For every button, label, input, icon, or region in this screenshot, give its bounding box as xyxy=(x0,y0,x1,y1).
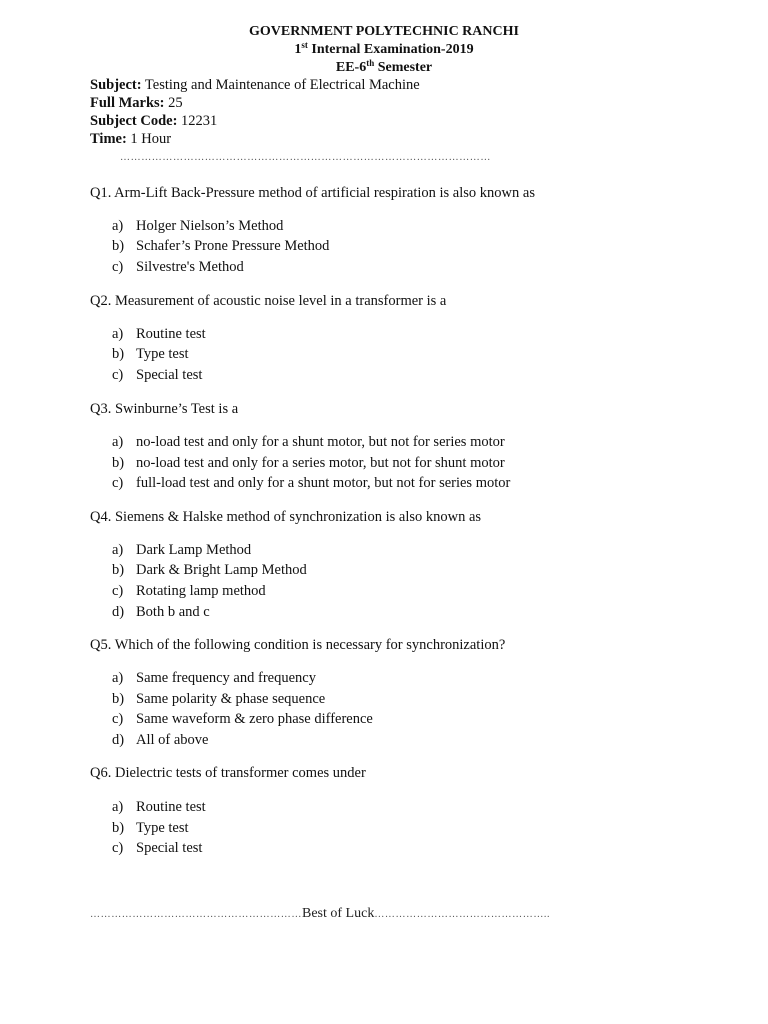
option-letter: a) xyxy=(112,542,124,558)
option-letter: b) xyxy=(112,820,125,836)
option-letter: c) xyxy=(112,583,124,599)
exam-title xyxy=(0,42,768,58)
option xyxy=(112,434,505,451)
option-letter: c) xyxy=(112,259,124,275)
time-label: Time: xyxy=(90,131,127,147)
subject-value: Testing and Maintenance of Electrical Machine xyxy=(141,77,420,93)
option-letter: b) xyxy=(112,238,125,254)
subject-line xyxy=(90,77,420,94)
option xyxy=(112,455,505,472)
option-text: Rotating lamp method xyxy=(136,583,266,599)
option xyxy=(112,840,202,857)
code-line xyxy=(90,113,217,130)
option xyxy=(112,367,202,384)
exam-ordinal-suffix: st xyxy=(301,40,308,50)
option xyxy=(112,346,189,363)
option-text: Type test xyxy=(136,820,189,836)
option-text: Dark & Bright Lamp Method xyxy=(136,562,307,578)
option-text: Both b and c xyxy=(136,604,210,620)
marks-value: 25 xyxy=(164,95,183,111)
footer-right-dots: ………………………………………….. xyxy=(374,909,551,920)
option-letter: d) xyxy=(112,604,125,620)
semester-title xyxy=(0,60,768,76)
institute-title xyxy=(0,24,768,40)
option-text: Routine test xyxy=(136,799,206,815)
option xyxy=(112,562,307,579)
option xyxy=(112,542,251,559)
question-6: Q6. Dielectric tests of transformer comes under xyxy=(90,765,366,781)
time-line xyxy=(90,131,171,148)
institute-name: GOVERNMENT POLYTECHNIC RANCHI xyxy=(249,24,519,39)
option-letter: b) xyxy=(112,455,125,471)
option-letter: a) xyxy=(112,434,124,450)
option-letter: b) xyxy=(112,562,125,578)
option xyxy=(112,475,510,492)
code-label: Subject Code: xyxy=(90,113,178,129)
option xyxy=(112,732,208,749)
question-2: Q2. Measurement of acoustic noise level in a transformer is a xyxy=(90,293,447,309)
option-text: Holger Nielson’s Method xyxy=(136,218,284,234)
option-text: Schafer’s Prone Pressure Method xyxy=(136,238,330,254)
option-letter: c) xyxy=(112,711,124,727)
option-letter: d) xyxy=(112,732,125,748)
exam-ordinal: 1 xyxy=(294,42,302,57)
option xyxy=(112,259,244,276)
footer-left-dots: …………………………………………………… xyxy=(90,909,302,920)
time-value: 1 Hour xyxy=(126,131,172,147)
code-value: 12231 xyxy=(177,113,218,129)
option xyxy=(112,670,316,687)
option xyxy=(112,711,373,728)
option-text: All of above xyxy=(136,732,209,748)
option-text: Dark Lamp Method xyxy=(136,542,252,558)
option-letter: a) xyxy=(112,218,124,234)
option xyxy=(112,799,206,816)
option-letter: c) xyxy=(112,367,124,383)
option-text: Type test xyxy=(136,346,189,362)
option xyxy=(112,691,325,708)
option-text: Special test xyxy=(136,367,203,383)
option-text: Routine test xyxy=(136,326,206,342)
option-text: Same frequency and frequency xyxy=(136,670,316,686)
question-1: Q1. Arm-Lift Back-Pressure method of artificial respiration is also known as xyxy=(90,185,535,201)
exam-name: Internal Examination-2019 xyxy=(307,42,474,57)
option-letter: a) xyxy=(112,799,124,815)
footer-line xyxy=(90,906,680,922)
option-letter: c) xyxy=(112,840,124,856)
option-letter: a) xyxy=(112,670,124,686)
option-text: Same waveform & zero phase difference xyxy=(136,711,373,727)
semester-word: Semester xyxy=(374,60,433,75)
subject-label: Subject: xyxy=(90,77,142,93)
semester-prefix: EE-6 xyxy=(335,60,367,75)
question-5: Q5. Which of the following condition is necessary for synchronization? xyxy=(90,637,506,653)
option xyxy=(112,583,266,600)
option-text: Special test xyxy=(136,840,203,856)
marks-line xyxy=(90,95,183,112)
header-separator: …………………………………………………………………………………………… xyxy=(120,152,491,163)
option xyxy=(112,326,206,343)
option-letter: a) xyxy=(112,326,124,342)
option-text: no-load test and only for a series motor, but not for shunt motor xyxy=(136,455,505,471)
option-text: no-load test and only for a shunt motor, but not for series motor xyxy=(136,434,505,450)
question-3: Q3. Swinburne’s Test is a xyxy=(90,401,239,417)
option xyxy=(112,218,283,235)
footer-text: Best of Luck xyxy=(302,906,375,921)
option xyxy=(112,820,189,837)
question-4: Q4. Siemens & Halske method of synchronization is also known as xyxy=(90,509,482,525)
option xyxy=(112,604,210,621)
option-letter: b) xyxy=(112,691,125,707)
option-text: Same polarity & phase sequence xyxy=(136,691,326,707)
marks-label: Full Marks: xyxy=(90,95,165,111)
option-text: Silvestre's Method xyxy=(136,259,244,275)
option xyxy=(112,238,329,255)
option-text: full-load test and only for a shunt motor, but not for series motor xyxy=(136,475,511,491)
option-letter: c) xyxy=(112,475,124,491)
option-letter: b) xyxy=(112,346,125,362)
semester-suffix: th xyxy=(366,58,375,68)
